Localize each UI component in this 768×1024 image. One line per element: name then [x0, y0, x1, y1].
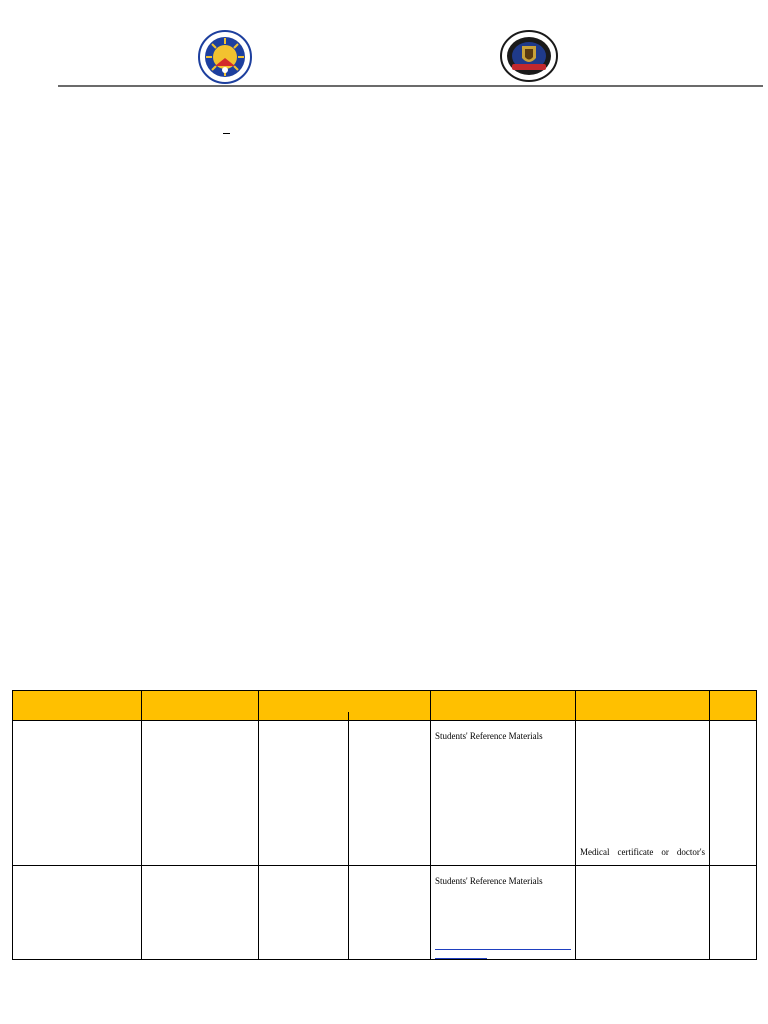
requirement-word: Medical [580, 847, 610, 857]
reference-link-underline[interactable] [435, 949, 571, 950]
table-cell [349, 721, 431, 866]
header-cell [710, 691, 757, 721]
references-text: Students' Reference Materials [435, 731, 543, 741]
requirement-word: or [661, 847, 669, 857]
header-divider [58, 85, 763, 87]
table-cell [142, 866, 259, 960]
header-cell [142, 691, 259, 721]
requirements-text [580, 847, 705, 857]
header-cell [431, 691, 576, 721]
table-row [13, 866, 757, 960]
header-cell [259, 691, 431, 721]
table-row [13, 721, 757, 866]
requirements-cell [576, 721, 710, 866]
reference-link-underline[interactable] [435, 958, 487, 959]
college-seal-logo [500, 30, 558, 82]
table-cell [259, 866, 349, 960]
course-plan-table [12, 690, 757, 960]
table-header-row [13, 691, 757, 721]
header-divider-tick [348, 712, 349, 721]
table-cell [142, 721, 259, 866]
requirement-word: doctor's [676, 847, 705, 857]
table-cell [576, 866, 710, 960]
references-text: Students' Reference Materials [435, 876, 543, 886]
header-cell [13, 691, 142, 721]
stray-dash-mark [223, 133, 230, 134]
requirement-word: certificate [617, 847, 654, 857]
table-cell [349, 866, 431, 960]
references-cell [431, 866, 576, 960]
table-cell [710, 866, 757, 960]
references-cell [431, 721, 576, 866]
table-cell [13, 721, 142, 866]
table-cell [259, 721, 349, 866]
commission-seal-logo [198, 30, 252, 84]
table-cell [13, 866, 142, 960]
header-cell [576, 691, 710, 721]
table-cell [710, 721, 757, 866]
